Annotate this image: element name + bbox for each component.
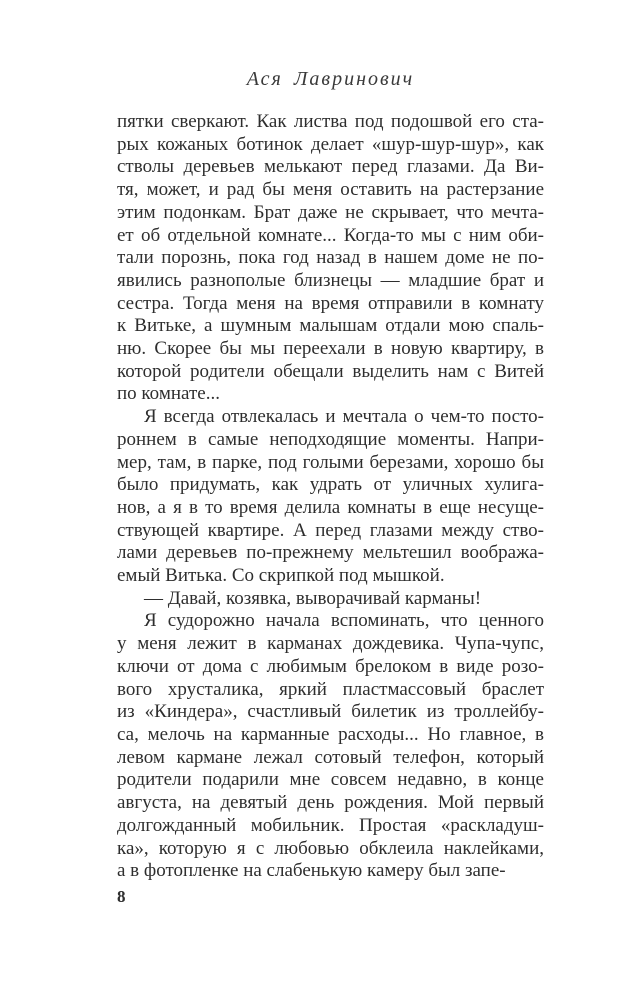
text-line: — Давай, козявка, выворачивай карманы! [144,587,482,609]
text-line: ка», которую я с любовью обклеила наклейками, [117,837,544,859]
text-line: пятки сверкают. Как листва под подошвой его ста- [117,111,544,132]
text-line: сестра. Тогда меня на время отправили в комнату [117,292,544,314]
text-line: явились разнополые близнецы — младшие брат и [117,269,544,291]
text-line: у меня лежит в карманах дождевика. Чупа-чупс, [117,633,544,655]
paragraph [117,406,544,588]
page-number: 8 [117,887,126,906]
text-line: родители подарили мне совсем недавно, в конце [117,769,544,791]
text-line: а в фотопленке на слабенькую камеру был запе- [117,860,506,882]
text-line: лами деревьев по-прежнему мельтешил вообража- [117,542,544,564]
text-line: рых кожаных ботинок делает «шур-шур-шур», как [117,133,544,155]
text-line: которой родители обещали выделить нам с Витей [117,360,544,382]
text-line: тали порознь, пока год назад в нашем доме не по- [117,247,544,269]
text-line: ствующей квартире. А перед глазами между ство- [117,519,544,541]
text-line: емый Витька. Со скрипкой под мышкой. [117,565,445,587]
text-line: ню. Скорее бы мы переехали в новую квартиру, в [117,338,544,360]
text-line: августа, на девятый день рождения. Мой первый [117,792,544,814]
text-line: по комнате... [117,383,220,405]
running-header: Ася Лавринович [246,68,415,90]
text-line: этим подонкам. Брат даже не скрывает, что мечта- [117,201,544,223]
text-line: нов, а я в то время делила комнаты в еще несуще- [117,496,544,518]
text-line: вого хрусталика, яркий пластмассовый браслет [117,678,544,700]
text-line: стволы деревьев мелькают перед глазами. Да Ви- [117,156,544,178]
page-text [117,111,544,883]
text-line: Я всегда отвлекалась и мечтала о чем-то посто- [144,406,544,428]
text-line: было придумать, как удрать от уличных хулига- [117,474,544,496]
text-line: са, мелочь на карманные расходы... Но главное, в [117,723,544,745]
paragraph [117,610,544,882]
text-line: из «Киндера», счастливый билетик из троллейбу- [117,701,544,723]
paragraph [117,588,544,611]
text-line: долгожданный мобильник. Простая «раскладуш- [117,814,544,836]
paragraph [117,111,544,406]
text-line: левом кармане лежал сотовый телефон, который [117,746,544,768]
text-line: тя, может, и рад бы меня оставить на растерзание [117,179,544,201]
text-line: ет об отдельной комнате... Когда-то мы с ним оби- [117,224,544,246]
text-line: Я судорожно начала вспоминать, что ценного [144,610,544,632]
text-line: мер, там, в парке, под голыми березами, хорошо бы [117,451,544,473]
text-line: к Витьке, а шумным малышам отдали мою спаль- [117,315,544,337]
text-line: роннем в самые неподходящие моменты. Напри- [117,428,544,450]
text-line: ключи от дома с любимым брелоком в виде розо- [117,655,544,677]
